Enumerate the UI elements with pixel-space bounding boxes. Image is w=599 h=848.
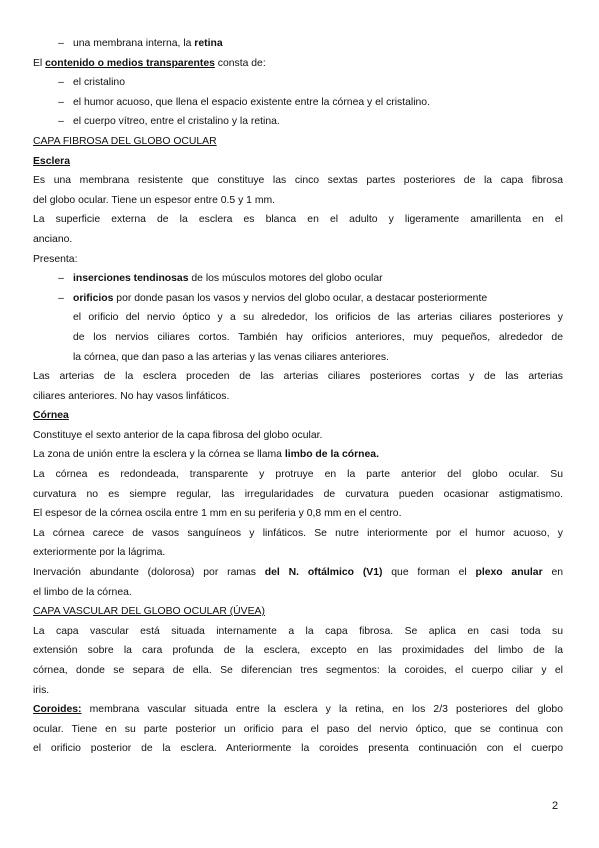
paragraph-line: Las arterias de la esclera proceden de las arterias ciliares posteriores cortas y de las arterias [33, 371, 563, 383]
dash-bullet: – [58, 292, 64, 304]
paragraph-line: La córnea carece de vasos sanguíneos y linfáticos. Se nutre interiormente por el humor acuoso, y [33, 527, 563, 539]
dash-bullet: – [58, 116, 64, 128]
subheading-coroides: Coroides: [33, 704, 82, 716]
list-item-humor-acuoso: – el humor acuoso, que llena el espacio existente entre la córnea y el cristalino. [33, 93, 563, 113]
dash-bullet: – [58, 77, 64, 89]
paragraph-line: El espesor de la córnea oscila entre 1 mm en su periferia y 0,8 mm en el centro. [33, 508, 402, 520]
section-heading-capa-fibrosa: CAPA FIBROSA DEL GLOBO OCULAR [33, 135, 217, 147]
paragraph-line: el orificio del nervio óptico y a su alrededor, los orificios de las arterias ciliares posteriores y [73, 312, 563, 324]
list-item-cristalino: – el cristalino [33, 73, 563, 93]
subheading-esclera: Esclera [33, 155, 70, 167]
list-item-inserciones: – inserciones tendinosas de los músculos motores del globo ocular [33, 269, 563, 289]
paragraph-line: la córnea, que dan paso a las arterias y las venas ciliares anteriores. [73, 351, 389, 363]
paragraph-line: curvatura no es siempre regular, las irregularidades de curvatura pueden ocasionar astigmatismo. [33, 488, 563, 500]
list-item-cuerpo-vitreo: – el cuerpo vítreo, entre el cristalino y la retina. [33, 112, 563, 132]
paragraph-line: Es una membrana resistente que constituye las cinco sextas partes posteriores de la capa fibrosa [33, 175, 563, 187]
paragraph-line: de los nervios ciliares cortos. También hay orificios anteriores, muy pequeños, alrededor de [73, 331, 563, 343]
paragraph-line: córnea, donde se separa de ella. Se diferencian tres segmentos: la coroides, el cuerpo ciliar y el [33, 665, 563, 676]
paragraph-line: La córnea es redondeada, transparente y protruye en la parte anterior del globo ocular. Su [33, 469, 563, 481]
paragraph-line: el limbo de la córnea. [33, 586, 132, 598]
paragraph-line: Inervación abundante (dolorosa) por ramas del N. oftálmico (V1) que forman el plexo anular en [33, 567, 563, 579]
contenido-intro: El contenido o medios transparentes consta de: [33, 57, 266, 69]
paragraph-line: Presenta: [33, 253, 78, 265]
paragraph-line: Constituye el sexto anterior de la capa fibrosa del globo ocular. [33, 429, 323, 441]
page-number: 2 [552, 800, 559, 812]
paragraph-line: La capa vascular está situada internamente a la capa fibrosa. Se aplica en casi toda su [33, 625, 563, 637]
paragraph-line: extensión sobre la cara profunda de la esclera, excepto en las proximidades del limbo de la [33, 645, 563, 657]
paragraph-line: ciliares anteriores. No hay vasos linfáticos. [33, 390, 230, 402]
list-item-retina: – una membrana interna, la retina [33, 34, 563, 54]
dash-bullet: – [58, 273, 64, 285]
paragraph-line: ocular. Tiene en su parte posterior un orificio para el paso del nervio óptico, que se continua con [33, 723, 563, 735]
paragraph-line: exteriormente por la lágrima. [33, 547, 166, 559]
section-heading-capa-vascular: CAPA VASCULAR DEL GLOBO OCULAR (ÚVEA) [33, 606, 265, 618]
paragraph-line: el orificio posterior de la esclera. Anteriormente la coroides presenta continuación con el cuerpo [33, 743, 563, 755]
list-item-orificios: – orificios por donde pasan los vasos y nervios del globo ocular, a destacar posteriormente [33, 289, 563, 309]
paragraph-line: La zona de unión entre la esclera y la córnea se llama limbo de la córnea. [33, 449, 379, 461]
subheading-cornea: Córnea [33, 410, 69, 422]
paragraph-line: Coroides: membrana vascular situada entre la esclera y la retina, en los 2/3 posteriores del globo [33, 704, 563, 716]
paragraph-line: del globo ocular. Tiene un espesor entre 0.5 y 1 mm. [33, 194, 276, 206]
dash-bullet: – [58, 96, 64, 108]
document-page [33, 34, 563, 759]
paragraph-line: iris. [33, 684, 50, 696]
paragraph-line: La superficie externa de la esclera es blanca en el adulto y ligeramente amarillenta en el [33, 214, 563, 226]
dash-bullet: – [58, 38, 64, 49]
paragraph-line: anciano. [33, 233, 73, 245]
